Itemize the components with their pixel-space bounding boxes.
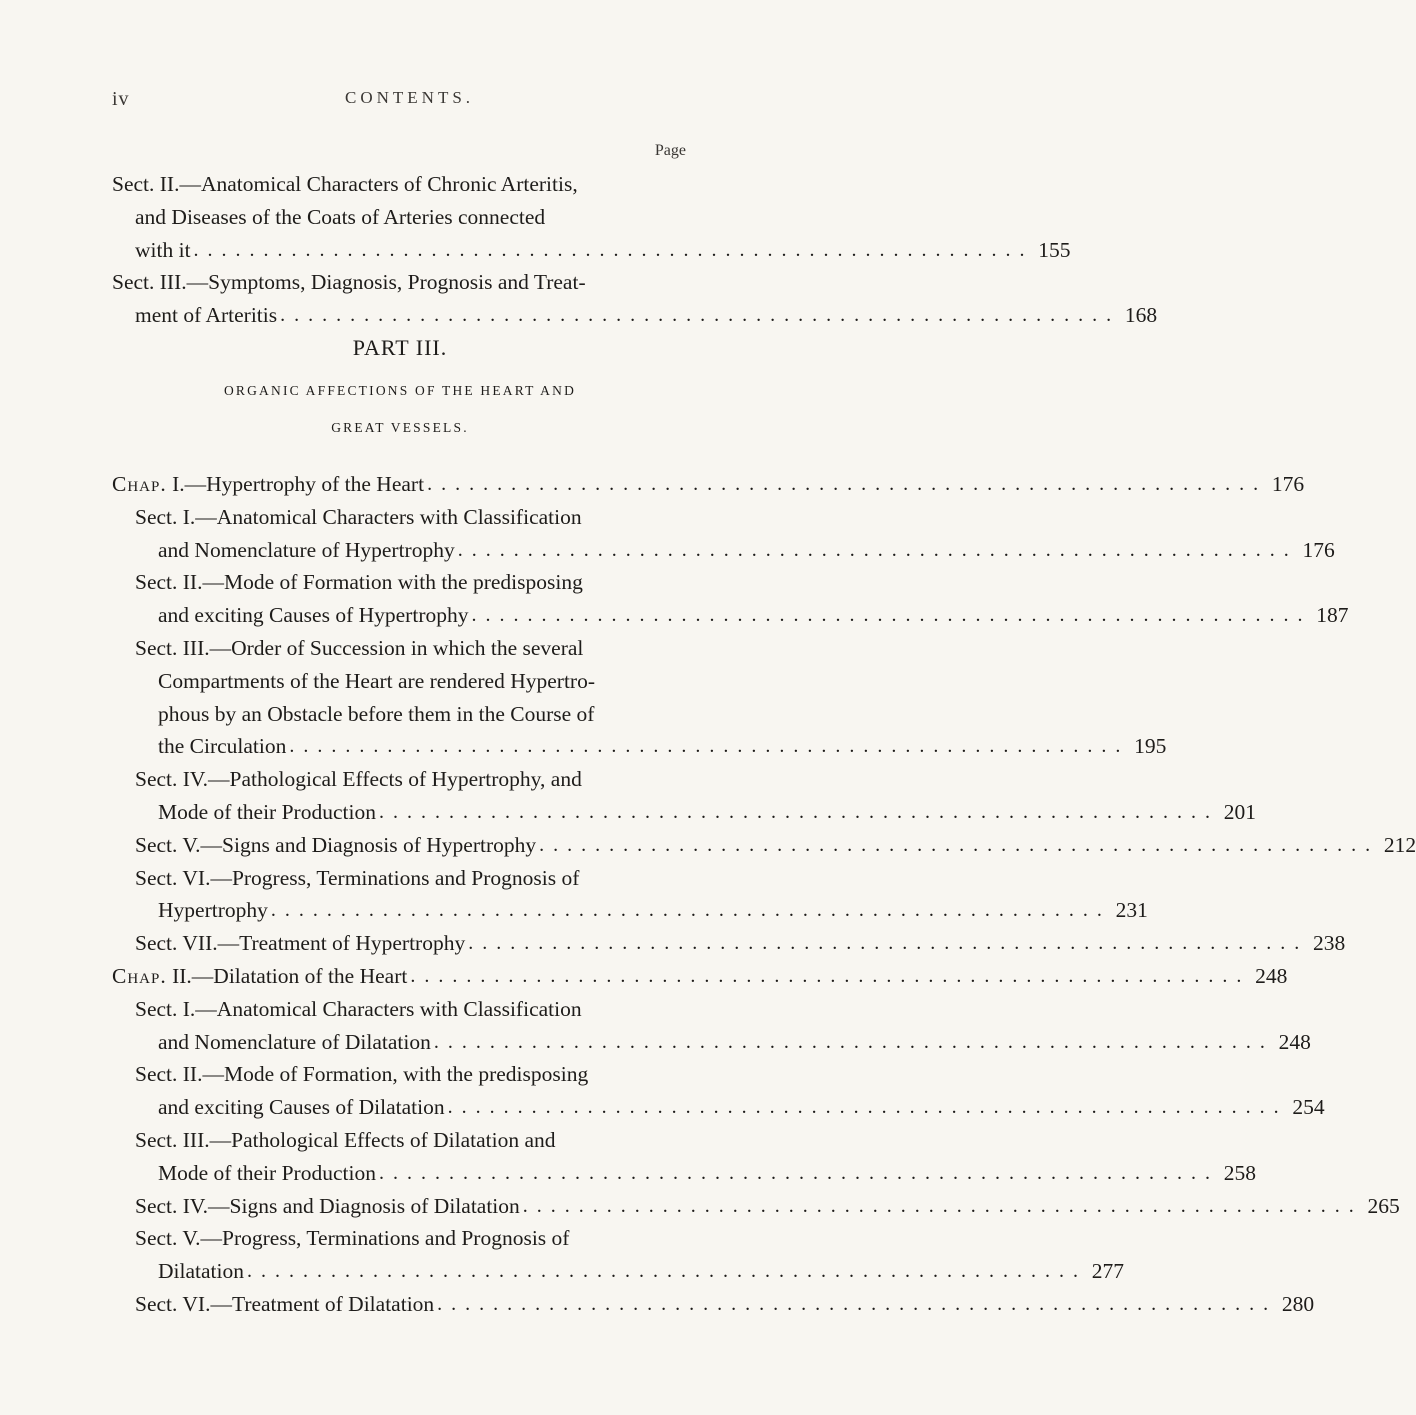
toc-line — [112, 1026, 1311, 1059]
toc-entry-text: Sect. IV.—Pathological Effects of Hypertrophy, and — [135, 767, 582, 792]
toc-line — [112, 763, 686, 796]
toc-entry-text: and Diseases of the Coats of Arteries connected — [135, 204, 546, 229]
toc-line — [112, 299, 1158, 332]
toc-entry-text: the Circulation — [158, 734, 287, 759]
chapter-label: Chap. — [112, 472, 167, 496]
toc-entry-text — [112, 468, 424, 501]
part-subtitle-line2: GREAT VESSELS. — [331, 420, 469, 435]
toc-line — [112, 1091, 1325, 1124]
toc-line — [112, 234, 1071, 267]
toc-entry-text: Sect. III.—Order of Succession in which the several — [135, 635, 584, 660]
toc-line — [112, 1288, 1315, 1321]
toc-entry-text: Sect. II.—Mode of Formation with the predisposing — [135, 570, 583, 595]
toc-line — [112, 993, 686, 1026]
toc-line — [112, 862, 686, 895]
toc-line — [112, 796, 1256, 829]
toc-line — [112, 501, 686, 534]
toc-page-number: 248 — [1278, 1029, 1311, 1054]
toc-entry-text: ment of Arteritis — [135, 303, 278, 328]
toc-line — [112, 168, 686, 201]
toc-entry-text: Sect. II.—Anatomical Characters of Chronic Arteritis, — [112, 172, 578, 196]
toc-line — [112, 266, 686, 299]
dot-leader: . . . . . . . . . . . . . . . . . . . . . . . . . . . . . . . . . . . . . . . . . . . . . . . . . . . . . . . . . . . . — [522, 1194, 1356, 1217]
part-subtitle-line1: ORGANIC AFFECTIONS OF THE HEART AND — [223, 383, 577, 398]
dot-leader: . . . . . . . . . . . . . . . . . . . . . . . . . . . . . . . . . . . . . . . . . . . . . . . . . . . . . . . . . . . . — [471, 604, 1305, 627]
toc-line — [112, 1058, 686, 1091]
page-number: iv — [112, 88, 130, 110]
toc-page-number: 277 — [1091, 1259, 1124, 1284]
toc-line — [112, 1157, 1256, 1190]
toc-entry-text: Sect. V.—Progress, Terminations and Prognosis of — [135, 1226, 570, 1251]
toc-line — [112, 201, 686, 234]
toc-entry-text: and exciting Causes of Dilatation — [158, 1095, 445, 1120]
toc-line — [112, 1222, 686, 1255]
dot-leader: . . . . . . . . . . . . . . . . . . . . . . . . . . . . . . . . . . . . . . . . . . . . . . . . . . . . . . . . . . . . — [433, 1030, 1267, 1053]
toc-entry-text: Dilatation — [158, 1259, 244, 1284]
toc-line — [112, 566, 686, 599]
toc-entry-text: Sect. V.—Signs and Diagnosis of Hypertrophy — [135, 832, 537, 857]
dot-leader: . . . . . . . . . . . . . . . . . . . . . . . . . . . . . . . . . . . . . . . . . . . . . . . . . . . . . . . . . . . . — [410, 964, 1244, 987]
toc-line — [112, 665, 686, 698]
dot-leader: . . . . . . . . . . . . . . . . . . . . . . . . . . . . . . . . . . . . . . . . . . . . . . . . . . . . . . . . . . . . — [289, 735, 1123, 758]
toc-page-number: 231 — [1115, 898, 1148, 923]
toc-line — [112, 1124, 686, 1157]
toc-page-number: 238 — [1312, 931, 1346, 956]
toc-page-number: 254 — [1292, 1095, 1325, 1120]
toc-entry-text: Hypertrophy — [158, 898, 268, 923]
dot-leader: . . . . . . . . . . . . . . . . . . . . . . . . . . . . . . . . . . . . . . . . . . . . . . . . . . . . . . . . . . . . — [270, 899, 1104, 922]
toc-entry-text: and exciting Causes of Hypertrophy — [158, 603, 469, 628]
toc-entry-text: Sect. III.—Symptoms, Diagnosis, Prognosis and Treat- — [112, 270, 586, 295]
part-title: PART III. — [352, 335, 448, 360]
toc-page-number: 201 — [1223, 799, 1256, 824]
toc-page-number: 195 — [1134, 734, 1167, 759]
chapter-title: I.—Hypertrophy of the Heart — [166, 472, 425, 496]
toc-line — [112, 599, 1349, 632]
dot-leader: . . . . . . . . . . . . . . . . . . . . . . . . . . . . . . . . . . . . . . . . . . . . . . . . . . . . . . . . . . . . — [378, 800, 1212, 823]
toc-page-number: 155 — [1038, 237, 1071, 262]
toc-line — [112, 894, 1148, 927]
toc-entry-text: phous by an Obstacle before them in the Course of — [158, 701, 595, 726]
dot-leader: . . . . . . . . . . . . . . . . . . . . . . . . . . . . . . . . . . . . . . . . . . . . . . . . . . . . . . . . . . . . — [457, 538, 1291, 561]
toc-entry-text: Mode of their Production — [158, 1160, 376, 1185]
dot-leader: . . . . . . . . . . . . . . . . . . . . . . . . . . . . . . . . . . . . . . . . . . . . . . . . . . . . . . . . . . . . — [193, 238, 1027, 261]
toc-page-number: 187 — [1316, 603, 1349, 628]
toc-entry-text: Sect. III.—Pathological Effects of Dilatation and — [135, 1127, 556, 1152]
dot-leader: . . . . . . . . . . . . . . . . . . . . . . . . . . . . . . . . . . . . . . . . . . . . . . . . . . . . . . . . . . . . — [468, 932, 1302, 955]
toc-line — [112, 534, 1335, 567]
toc-entry-text: Sect. VII.—Treatment of Hypertrophy — [135, 931, 466, 956]
toc-page-number: 258 — [1223, 1160, 1256, 1185]
page-column-label: Page — [654, 142, 686, 159]
dot-leader: . . . . . . . . . . . . . . . . . . . . . . . . . . . . . . . . . . . . . . . . . . . . . . . . . . . . . . . . . . . . — [437, 1292, 1271, 1315]
toc-line — [112, 698, 686, 731]
toc-line — [112, 468, 1305, 501]
dot-leader: . . . . . . . . . . . . . . . . . . . . . . . . . . . . . . . . . . . . . . . . . . . . . . . . . . . . . . . . . . . . — [447, 1096, 1281, 1119]
toc-line — [112, 927, 1346, 960]
toc-entry-text: Sect. II.—Mode of Formation, with the predisposing — [135, 1062, 589, 1087]
toc-entry-text: Compartments of the Heart are rendered Hypertro- — [158, 668, 595, 693]
toc-entry-text: and Nomenclature of Hypertrophy — [158, 537, 455, 562]
toc-entry-text: Sect. VI.—Treatment of Dilatation — [135, 1291, 435, 1316]
toc-entry-text: with it — [135, 237, 191, 262]
toc-part-three — [112, 468, 1416, 1321]
toc-entry-text: Sect. IV.—Signs and Diagnosis of Dilatation — [135, 1193, 520, 1218]
toc-page-number: 168 — [1124, 303, 1158, 328]
chapter-title: II.—Dilatation of the Heart — [166, 963, 408, 988]
dot-leader: . . . . . . . . . . . . . . . . . . . . . . . . . . . . . . . . . . . . . . . . . . . . . . . . . . . . . . . . . . . . — [280, 304, 1114, 327]
toc-page-number: 265 — [1367, 1193, 1400, 1218]
toc-entry-text: Sect. I.—Anatomical Characters with Classification — [135, 996, 582, 1021]
toc-line — [112, 730, 1167, 763]
dot-leader: . . . . . . . . . . . . . . . . . . . . . . . . . . . . . . . . . . . . . . . . . . . . . . . . . . . . . . . . . . . . — [427, 473, 1261, 495]
toc-line — [112, 1190, 1400, 1223]
toc-line — [112, 1255, 1124, 1288]
toc-continued-section — [112, 168, 1158, 332]
toc-entry-text: Mode of their Production — [158, 799, 376, 824]
toc-entry-text: Sect. I.—Anatomical Characters with Classification — [135, 504, 582, 529]
toc-page-number: 280 — [1281, 1291, 1315, 1316]
toc-line — [112, 632, 686, 665]
dot-leader: . . . . . . . . . . . . . . . . . . . . . . . . . . . . . . . . . . . . . . . . . . . . . . . . . . . . . . . . . . . . — [378, 1161, 1212, 1184]
running-head — [0, 88, 800, 118]
toc-page-number: 248 — [1255, 963, 1288, 988]
toc-entry-text: Sect. VI.—Progress, Terminations and Prognosis of — [135, 865, 580, 890]
toc-line — [112, 829, 1416, 862]
toc-entry-text — [112, 960, 407, 993]
toc-entry-text: and Nomenclature of Dilatation — [158, 1029, 431, 1054]
toc-page-number: 176 — [1302, 537, 1335, 562]
toc-page-number: 212 — [1383, 832, 1416, 857]
running-title: CONTENTS. — [345, 88, 475, 107]
toc-page-number: 176 — [1271, 472, 1305, 496]
chapter-label: Chap. — [112, 963, 167, 988]
toc-line — [112, 960, 1288, 993]
dot-leader: . . . . . . . . . . . . . . . . . . . . . . . . . . . . . . . . . . . . . . . . . . . . . . . . . . . . . . . . . . . . — [246, 1260, 1080, 1283]
dot-leader: . . . . . . . . . . . . . . . . . . . . . . . . . . . . . . . . . . . . . . . . . . . . . . . . . . . . . . . . . . . . — [539, 833, 1373, 856]
